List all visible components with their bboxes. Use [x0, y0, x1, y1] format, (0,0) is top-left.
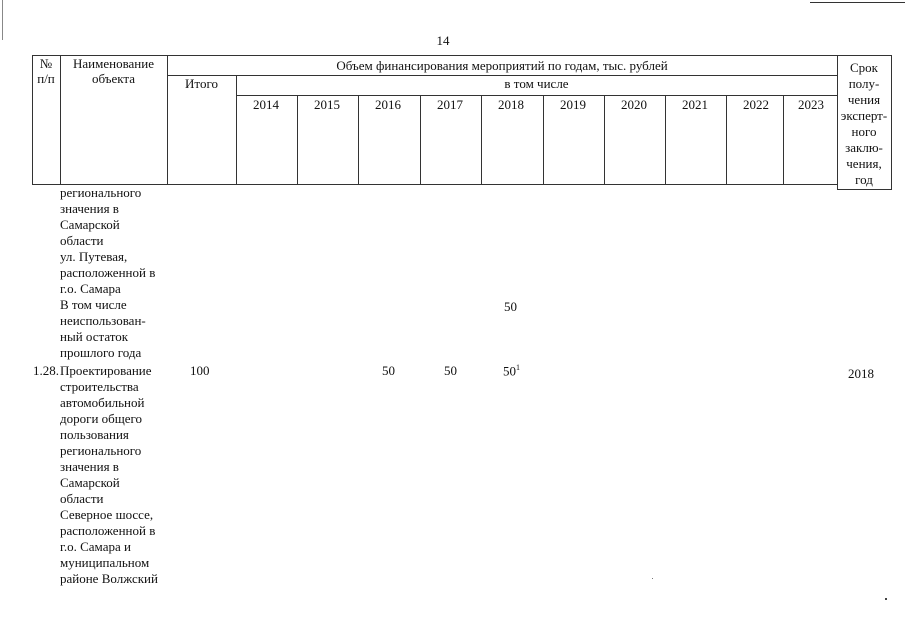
year-2020: 2020 [621, 97, 647, 112]
year-2019: 2019 [560, 97, 586, 112]
continued-row-2018: 50 [504, 299, 517, 314]
year-2017: 2017 [437, 97, 463, 112]
header-funding-title: Объем финансирования мероприятий по годам, тыс. рублей [336, 58, 668, 73]
header-col-number: № п/п [37, 56, 55, 86]
year-2018: 2018 [498, 97, 524, 112]
row-1-28-2017: 50 [444, 363, 457, 378]
row-1-28-2016: 50 [382, 363, 395, 378]
row-1-28-name: Проектирование строительства автомобильной дороги общего пользования регионального значения в Самарской области Северное шоссе, расположенной в г.о. Самара и муниципальном районе Волжский [60, 363, 158, 586]
row-1-28-2018 [503, 363, 520, 379]
row-1-28-deadline: 2018 [848, 366, 874, 381]
continued-row-name: регионального значения в Самарской области ул. Путевая, расположенной в г.о. Самара В том числе неиспользован- ный остаток прошлого года [60, 185, 156, 360]
header-col-deadline: Срок полу- чения эксперт- ного заклю- чения, год [840, 60, 888, 187]
row-number: 1.28. [33, 363, 59, 378]
row-1-28-total: 100 [190, 363, 210, 378]
scan-speck [885, 598, 887, 600]
year-2021: 2021 [682, 97, 708, 112]
header-col-name: Наименование объекта [73, 56, 154, 86]
top-right-rule [810, 2, 905, 3]
page-number: 14 [436, 33, 450, 48]
header-including: в том числе [504, 76, 569, 91]
row-1-28-2018-value: 50 [503, 363, 516, 379]
header-col-total: Итого [185, 76, 218, 91]
year-2015: 2015 [314, 97, 340, 112]
year-2022: 2022 [743, 97, 769, 112]
year-2023: 2023 [798, 97, 824, 112]
footnote-marker: 1 [516, 363, 520, 372]
year-2014: 2014 [253, 97, 279, 112]
year-2016: 2016 [375, 97, 401, 112]
scan-speck [652, 578, 653, 579]
left-edge-mark [2, 0, 3, 40]
